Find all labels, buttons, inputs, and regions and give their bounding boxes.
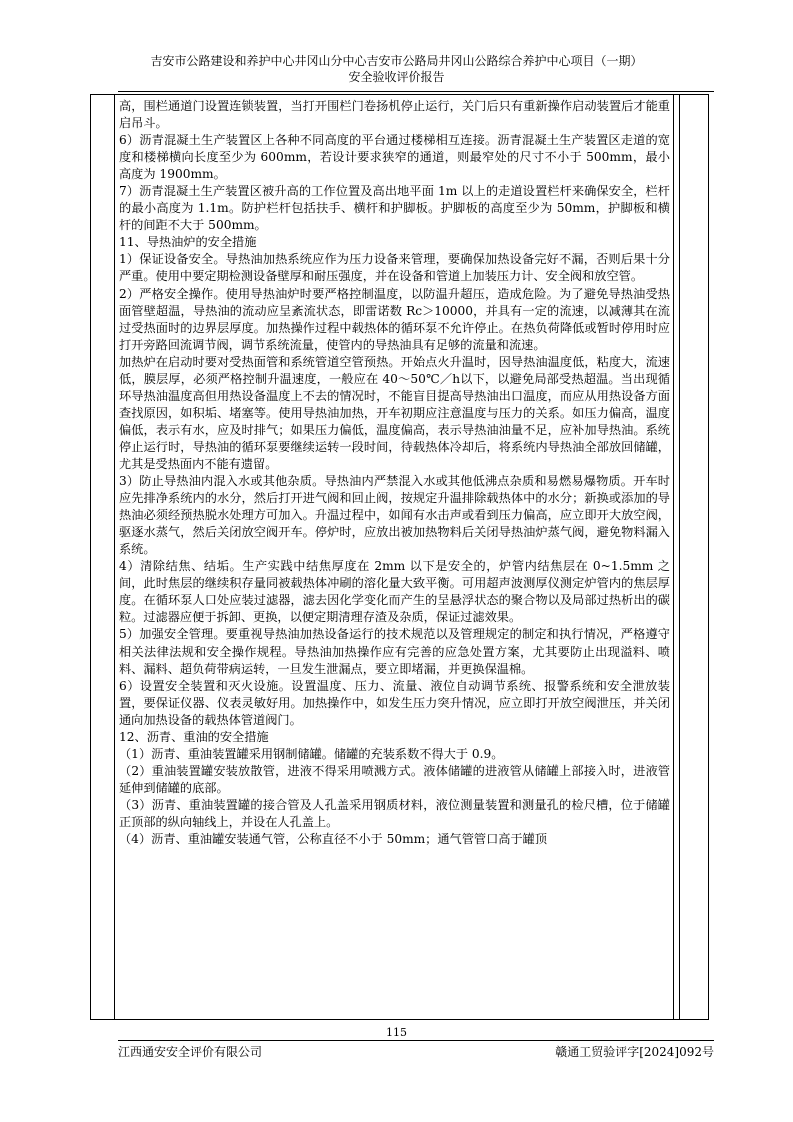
table-column-divider	[673, 95, 674, 1019]
paragraph: 高，围栏通道门设置连锁装置，当打开围栏门卷扬机停止运行，关门后只有重新操作启动装置后才能重启吊斗。	[119, 99, 670, 131]
paragraph: 4）清除结焦、结垢。生产实践中结焦厚度在 2mm 以下是安全的，炉管内结焦层在 0~1.5mm 之间，此时焦层的继续积存量同被载热体冲刷的溶化量大致平衡。可用超声波测厚仪测定炉管内的焦层厚度。在循环泵人口处应装过滤器，滤去因化学变化而产生的呈悬浮状态的聚合物以及局部过热析出的碳粒。过滤器应便于拆卸、更换，以便定期清理存渣及杂质，保证过滤效果。	[119, 559, 670, 625]
footer-company: 江西通安安全评价有限公司	[118, 1045, 263, 1059]
paragraph: （4）沥青、重油罐安装通气管，公称直径不小于 50mm；通气管管口高于罐顶	[119, 832, 548, 847]
page-number: 115	[386, 1026, 407, 1039]
paragraph: 1）保证设备安全。导热油加热系统应作为压力设备来管理，要确保加热设备完好不漏，否则后果十分严重。使用中要定期检测设备壁厚和耐压强度，并在设备和管道上加装压力计、安全阀和放空管。	[119, 252, 670, 284]
paragraph: 6）设置安全装置和灭火设施。设置温度、压力、流量、液位自动调节系统、报警系统和安全泄放装置，要保证仪器、仪表灵敏好用。加热操作中，如发生压力突升情况，应立即打开放空阀泄压，并关闭通向加热设备的载热体管道阀门。	[119, 678, 670, 727]
paragraph: （1）沥青、重油装置罐采用钢制储罐。储罐的充装系数不得大于 0.9。	[119, 746, 504, 761]
header-divider	[118, 91, 714, 92]
content-table	[90, 94, 709, 1020]
footer-report-code: 赣通工贸验评字[2024]092号	[555, 1045, 714, 1059]
paragraph: 5）加强安全管理。要重视导热油加热设备运行的技术规范以及管理规定的制定和执行情况，严格遵守相关法律法规和安全操作规程。导热油加热操作应有完善的应急处置方案，尤其要防止出现溢料、喷料、漏料、超负荷带病运转，一旦发生泄漏点，要立即堵漏，并更换保温棉。	[119, 627, 670, 676]
paragraph: 2）严格安全操作。使用导热油炉时要严格控制温度，以防温升超压，造成危险。为了避免导热油受热面管壁超温，导热油的流动应呈紊流状态，即雷诺数 Rc＞10000，并具有一定的流速，以减薄其在流过受热面时的边界层厚度。加热操作过程中载热体的循环泵不允许停止。在热负荷降低或暂时停用时应打开旁路回流调节阀，调节系统流量，使管内的导热油具有足够的流量和流速。	[119, 286, 670, 352]
section-heading: 11、导热油炉的安全措施	[119, 235, 257, 250]
header-project-title: 吉安市公路建设和养护中心井冈山分中心吉安市公路局井冈山公路综合养护中心项目（一期）	[150, 54, 643, 68]
table-cell-body	[119, 98, 670, 848]
table-column-divider	[114, 95, 115, 1019]
section-heading: 12、沥青、重油的安全措施	[119, 729, 269, 744]
paragraph: 加热炉在启动时要对受热面管和系统管道空管预热。开始点火升温时，因导热油温度低，粘度大，流速低，膜层厚，必须严格控制升温速度，一般应在 40～50℃／h以下，以避免局部受热超温。当出现循环导热油温度高但用热设备温度上不去的情况时，不能盲目提高导热油出口温度，而应从用热设备方面查找原因，如积垢、堵塞等。使用导热油加热，开车初期应注意温度与压力的关系。如压力偏高，温度偏低，表示有水，应及时排气；如果压力偏低，温度偏高，表示导热油油量不足，应补加导热油。系统停止运行时，导热油的循环泵要继续运转一段时间，待载热体冷却后，将系统内导热油全部放回储罐，尤其是受热面内不能有遗留。	[119, 354, 670, 471]
page-header	[0, 53, 793, 85]
header-report-title: 安全验收评价报告	[348, 70, 445, 84]
paragraph: 6）沥青混凝土生产装置区上各种不同高度的平台通过楼梯相互连接。沥青混凝土生产装置区走道的宽度和楼梯横向长度至少为 600mm，若设计要求狭窄的通道，则最窄处的尺寸不小于 500mm，最小高度为 1900mm。	[119, 133, 670, 182]
paragraph: （2）重油装置罐安装放散管，进液不得采用喷溅方式。液体储罐的进液管从储罐上部接入时，进液管延伸到储罐的底部。	[119, 763, 670, 795]
paragraph: 7）沥青混凝土生产装置区被升高的工作位置及高出地平面 1m 以上的走道设置栏杆来确保安全，栏杆的最小高度为 1.1m。防护栏杆包括扶手、横杆和护脚板。护脚板的高度至少为 50mm，护脚板和横杆的间距不大于 500mm。	[119, 184, 670, 233]
paragraph: （3）沥青、重油装置罐的接合管及人孔盖采用钢质材料，液位测量装置和测量孔的检尺槽，位于储罐正顶部的纵向轴线上，并设在人孔盖上。	[119, 797, 670, 829]
footer-divider	[118, 1040, 714, 1041]
paragraph: 3）防止导热油内混入水或其他杂质。导热油内严禁混入水或其他低沸点杂质和易燃易爆物质。开车时应先排净系统内的水分，然后打开进气阀和回止阀，按规定升温排除载热体中的水分；新换或添加的导热油必须经预热脱水处理方可加入。升温过程中，如闻有水击声或看到压力偏高，应立即开大放空阀，驱逐水蒸气，然后关闭放空阀开车。停炉时，应放出被加热物料后关闭导热油炉蒸气阀，避免物料漏入系统。	[119, 474, 670, 557]
table-column-divider	[679, 95, 680, 1019]
